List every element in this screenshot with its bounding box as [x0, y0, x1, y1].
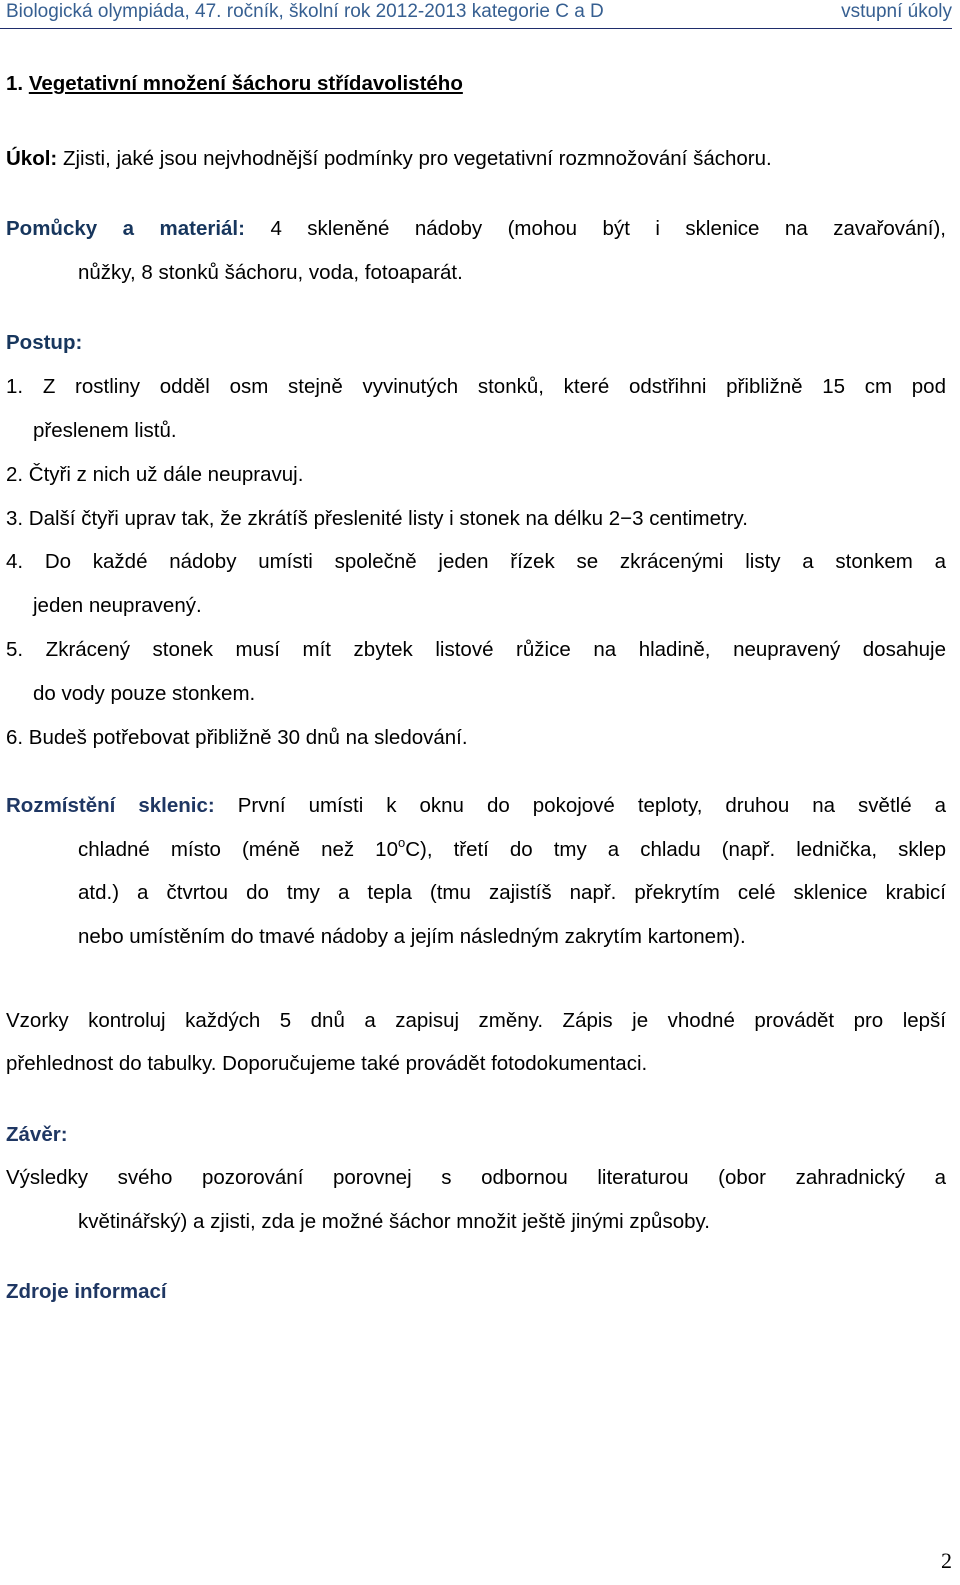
vzorky-line-1: Vzorky kontroluj každých 5 dnů a zapisuj změny. Zápis je vhodné provádět pro lepší	[6, 1009, 946, 1032]
rozmisteni-line-4: nebo umístěním do tmavé nádoby a jejím následným zakrytím kartonem).	[78, 925, 746, 948]
pomucky-line-2: nůžky, 8 stonků šáchoru, voda, fotoaparát.	[78, 261, 463, 284]
postup-step-1: 1. Z rostliny odděl osm stejně vyvinutých stonků, které odstřihni přibližně 15 cm pod	[6, 375, 946, 398]
pomucky-label: Pomůcky a materiál:	[6, 217, 245, 240]
header-left-text: Biologická olympiáda, 47. ročník, školní rok 2012-2013 kategorie C a D	[6, 1, 604, 22]
rozmisteni-text-2b: C), třetí do tmy a chladu (např. lednička, sklep	[405, 838, 946, 861]
zaver-line-1: Výsledky svého pozorování porovnej s odbornou literaturou (obor zahradnický a	[6, 1166, 946, 1189]
postup-step-5: 5. Zkrácený stonek musí mít zbytek listové růžice na hladině, neupravený dosahuje	[6, 638, 946, 661]
ukol-label: Úkol:	[6, 147, 58, 170]
task-title: Vegetativní množení šáchoru střídavolistého	[28, 72, 463, 95]
pomucky-text-1: 4 skleněné nádoby (mohou být i sklenice na zavařování),	[270, 217, 946, 240]
ukol-paragraph	[6, 146, 772, 172]
postup-step-4: 4. Do každé nádoby umísti společně jeden řízek se zkrácenými listy a stonkem a	[6, 550, 946, 573]
degree-superscript: o	[397, 835, 406, 850]
task-number: 1.	[6, 72, 24, 95]
rozmisteni-label: Rozmístění sklenic:	[6, 794, 215, 817]
rozmisteni-text-1: První umísti k oknu do pokojové teploty, druhou na světlé a	[237, 794, 947, 817]
pomucky-line-1	[6, 216, 946, 242]
postup-label: Postup:	[6, 331, 83, 354]
postup-step-5-cont: do vody pouze stonkem.	[33, 682, 256, 705]
task-heading	[6, 71, 463, 97]
postup-step-3: 3. Další čtyři uprav tak, že zkrátíš přeslenité listy i stonek na délku 2−3 centimetry.	[6, 507, 748, 530]
zaver-line-2: květinářský) a zjisti, zda je možné šáchor množit ještě jinými způsoby.	[78, 1210, 710, 1233]
zdroje-label: Zdroje informací	[6, 1280, 167, 1303]
header-right-text: vstupní úkoly	[841, 1, 952, 22]
zaver-label: Závěr:	[6, 1123, 68, 1146]
page-number: 2	[941, 1548, 952, 1573]
ukol-text: Zjisti, jaké jsou nejvhodnější podmínky pro vegetativní rozmnožování šáchoru.	[62, 147, 772, 170]
postup-step-2: 2. Čtyři z nich už dále neupravuj.	[6, 463, 304, 486]
postup-step-6: 6. Budeš potřebovat přibližně 30 dnů na sledování.	[6, 726, 468, 749]
vzorky-line-2: přehlednost do tabulky. Doporučujeme také provádět fotodokumentaci.	[6, 1052, 648, 1075]
postup-step-1-cont: přeslenem listů.	[33, 419, 177, 442]
page-header	[0, 0, 952, 29]
postup-step-4-cont: jeden neupravený.	[33, 594, 202, 617]
rozmisteni-line-3: atd.) a čtvrtou do tmy a tepla (tmu zajistíš např. překrytím celé sklenice krabicí	[78, 881, 946, 904]
rozmisteni-line-2	[78, 837, 946, 863]
rozmisteni-text-2a: chladné místo (méně než 10	[78, 838, 398, 861]
rozmisteni-line-1	[6, 793, 946, 819]
